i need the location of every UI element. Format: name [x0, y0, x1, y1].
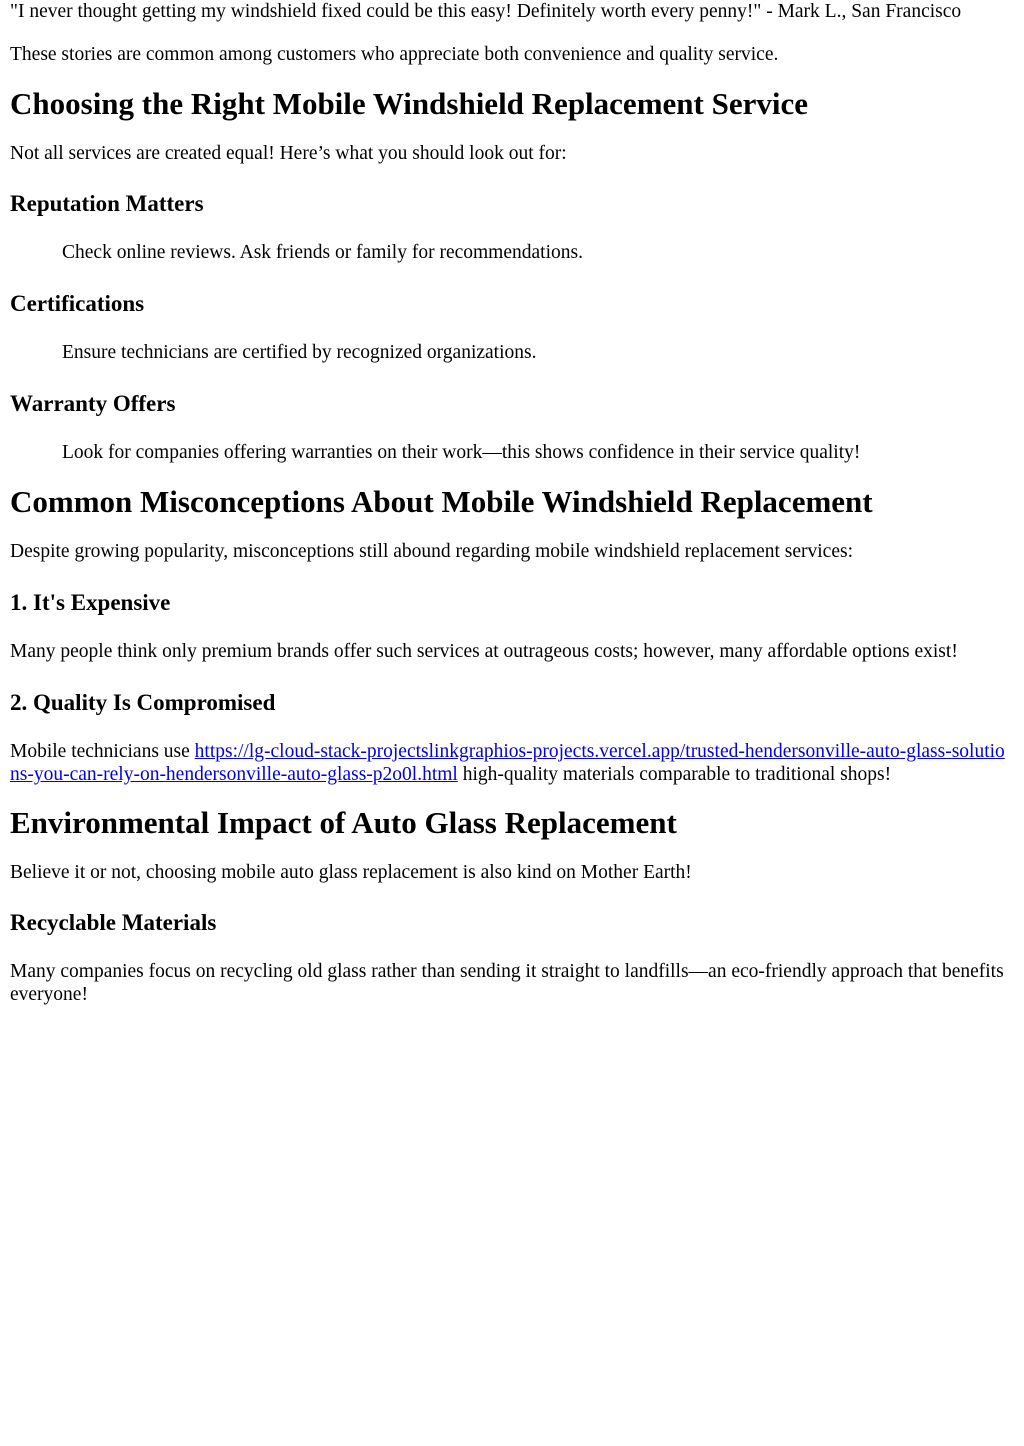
recyclable-paragraph: Many companies focus on recycling old glass rather than sending it straight to landfills—an eco-friendly approach that benefits everyone!: [10, 961, 1004, 1005]
expensive-paragraph: Many people think only premium brands offer such services at outrageous costs; however, many affordable options exist!: [10, 641, 958, 662]
heading-certifications: Certifications: [10, 291, 145, 316]
choosing-intro-paragraph: Not all services are created equal! Here’s what you should look out for:: [10, 143, 567, 164]
hendersonville-auto-glass-link[interactable]: https://lg-cloud-stack-projectslinkgraphios-projects.vercel.app/trusted-hendersonville-auto-glass-solutions-you-can-rely-on-hendersonville-auto-glass-p2o0l.html: [10, 741, 1005, 785]
quality-text-after: high-quality materials comparable to traditional shops!: [457, 764, 892, 785]
heading-recyclable-materials: Recyclable Materials: [10, 910, 217, 935]
heading-environmental-impact: Environmental Impact of Auto Glass Replacement: [10, 805, 677, 840]
misconceptions-intro-paragraph: Despite growing popularity, misconceptions still abound regarding mobile windshield replacement services:: [10, 541, 853, 562]
quality-text-before: Mobile technicians use: [10, 741, 195, 762]
reputation-paragraph: Check online reviews. Ask friends or family for recommendations.: [62, 242, 583, 263]
environment-intro-paragraph: Believe it or not, choosing mobile auto glass replacement is also kind on Mother Earth!: [10, 862, 692, 883]
quality-paragraph: [10, 740, 1014, 786]
heading-reputation-matters: Reputation Matters: [10, 191, 204, 216]
heading-choosing-service: Choosing the Right Mobile Windshield Replacement Service: [10, 86, 808, 121]
warranty-paragraph: Look for companies offering warranties on their work—this shows confidence in their service quality!: [62, 442, 861, 463]
testimonial-quote: "I never thought getting my windshield fixed could be this easy! Definitely worth every penny!" - Mark L., San Francisco: [10, 1, 962, 22]
heading-its-expensive: 1. It's Expensive: [10, 590, 171, 615]
heading-warranty-offers: Warranty Offers: [10, 391, 176, 416]
heading-misconceptions: Common Misconceptions About Mobile Windshield Replacement: [10, 484, 873, 519]
certifications-paragraph: Ensure technicians are certified by recognized organizations.: [62, 342, 537, 363]
heading-quality-compromised: 2. Quality Is Compromised: [10, 690, 276, 715]
stories-paragraph: These stories are common among customers who appreciate both convenience and quality service.: [10, 44, 779, 65]
